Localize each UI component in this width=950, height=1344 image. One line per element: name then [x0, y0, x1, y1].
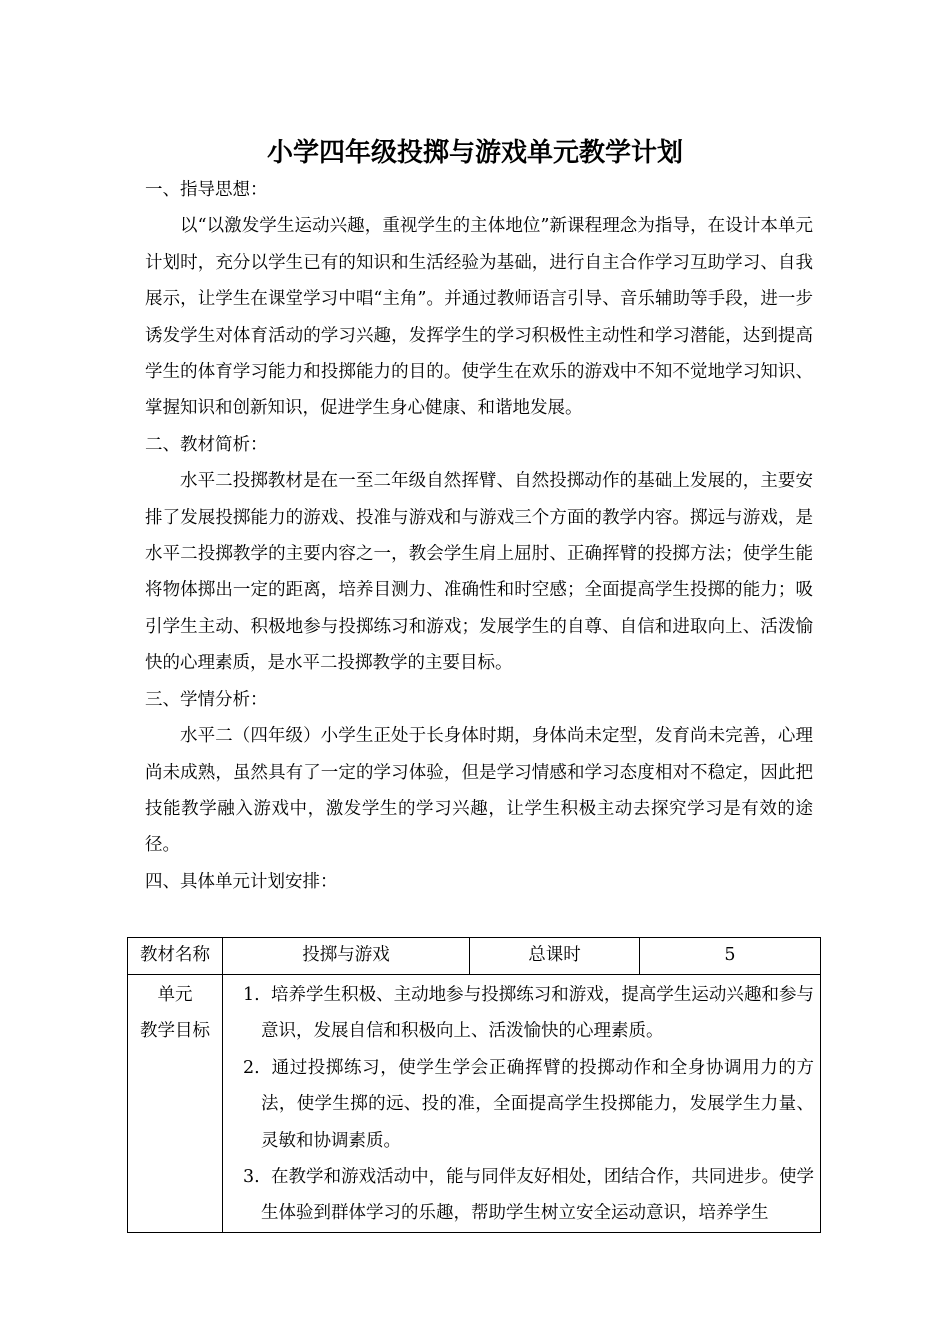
- goal-number: 1.: [243, 985, 260, 1005]
- table-row: [128, 975, 821, 1233]
- material-name-label: 教材名称: [128, 938, 223, 975]
- total-hours-value: 5: [640, 938, 821, 975]
- goal-item: [233, 977, 814, 1050]
- section-paragraph-guiding-ideology: 以“以激发学生运动兴趣，重视学生的主体地位”新课程理念为指导，在设计本单元计划时，充分以学生已有的知识和生活经验为基础，进行自主合作学习互助学习、自我展示，让学生在课堂学习中唱“主角”。并通过教师语言引导、音乐辅助等手段，进一步诱发学生对体育活动的学习兴趣，发挥学生的学习积极性主动性和学习潜能，达到提高学生的体育学习能力和投掷能力的目的。使学生在欢乐的游戏中不知不觉地学习知识、掌握知识和创新知识，促进学生身心健康、和谐地发展。: [145, 216, 813, 419]
- total-hours-label: 总课时: [470, 938, 640, 975]
- section-heading-guiding-ideology: 一、指导思想：: [145, 180, 268, 200]
- document-title: 小学四年级投掷与游戏单元教学计划: [266, 138, 683, 168]
- unit-goals-label-line2: 教学目标: [140, 1021, 210, 1041]
- section-heading-material-analysis: 二、教材简析：: [145, 434, 268, 455]
- section-paragraph-student-analysis: 水平二（四年级）小学生正处于长身体时期，身体尚未定型，发育尚未完善，心理尚未成熟，虽然具有了一定的学习体验，但是学习情感和学习态度相对不稳定，因此把技能教学融入游戏中，激发学生的学习兴趣，让学生积极主动去探究学习是有效的途径。: [145, 726, 813, 856]
- unit-goals-label: [128, 975, 223, 1233]
- goal-number: 3.: [243, 1167, 260, 1188]
- unit-plan-table: [127, 937, 821, 1233]
- section-paragraph-material-analysis: 水平二投掷教材是在一至二年级自然挥臂、自然投掷动作的基础上发展的，主要安排了发展投掷能力的游戏、投准与游戏和与游戏三个方面的教学内容。掷远与游戏，是水平二投掷教学的主要内容之一，教会学生肩上屈肘、正确挥臂的投掷方法；使学生能将物体掷出一定的距离，培养目测力、准确性和时空感；全面提高学生投掷的能力；吸引学生主动、积极地参与投掷练习和游戏；发展学生的自尊、自信和进取向上、活泼愉快的心理素质，是水平二投掷教学的主要目标。: [145, 471, 813, 674]
- section-heading-student-analysis: 三、学情分析：: [145, 689, 268, 710]
- goal-number: 2.: [243, 1057, 260, 1078]
- document-body: [145, 172, 813, 900]
- unit-goals-label-line1: 单元: [157, 985, 193, 1005]
- goal-item: [233, 1159, 814, 1232]
- table-row: [128, 938, 821, 975]
- unit-goals-content: [223, 975, 821, 1233]
- goal-item: [233, 1050, 814, 1159]
- goal-text: 通过投掷练习，使学生学会正确挥臂的投掷动作和全身协调用力的方法，使学生掷的远、投的准，全面提高学生投掷能力，发展学生力量、灵敏和协调素质。: [261, 1057, 814, 1151]
- material-name-value: 投掷与游戏: [223, 938, 470, 975]
- goal-text: 在教学和游戏活动中，能与同伴友好相处，团结合作，共同进步。使学生体验到群体学习的乐趣，帮助学生树立安全运动意识，培养学生: [261, 1167, 814, 1224]
- section-heading-unit-plan: 四、具体单元计划安排：: [145, 871, 338, 892]
- goal-text: 培养学生积极、主动地参与投掷练习和游戏，提高学生运动兴趣和参与意识，发展自信和积极向上、活泼愉快的心理素质。: [261, 985, 814, 1042]
